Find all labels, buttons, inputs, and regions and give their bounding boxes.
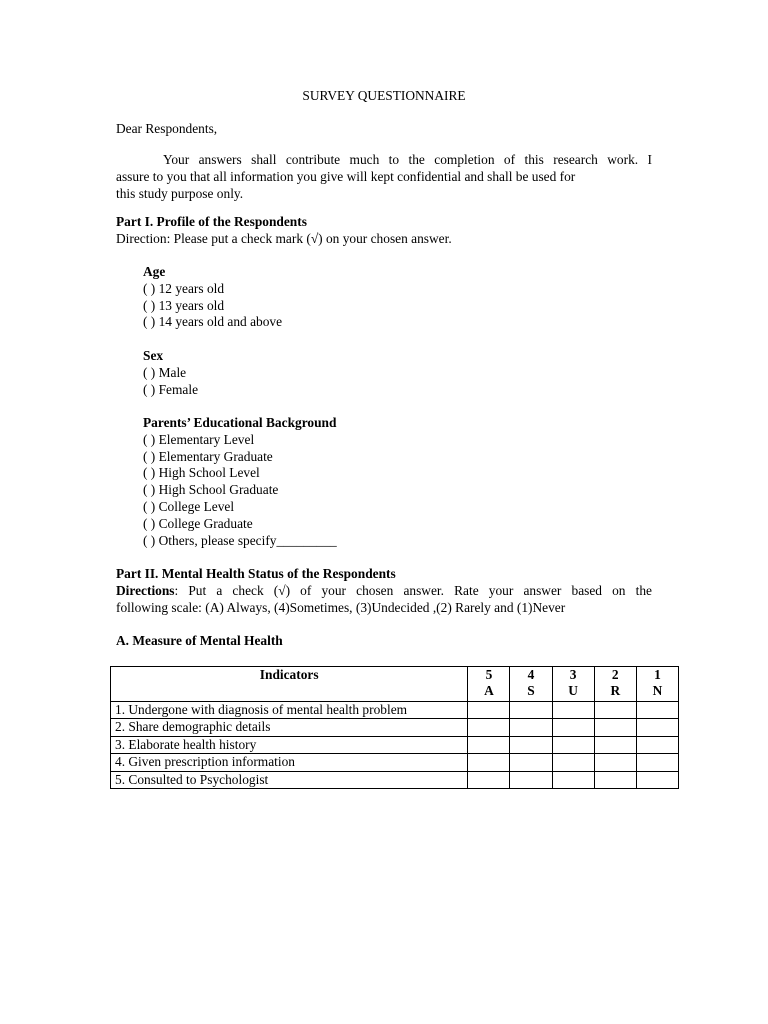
directions-text: : Put a check (√) of your chosen answer. Rate your answer based on the [174, 583, 652, 598]
salutation: Dear Respondents, [116, 121, 218, 136]
rating-cell[interactable] [468, 754, 510, 771]
indicator-cell: 5. Consulted to Psychologist [111, 771, 468, 788]
rating-cell[interactable] [468, 736, 510, 753]
part1-heading: Part I. Profile of the Respondents [116, 214, 307, 229]
age-group [143, 264, 282, 331]
parents-education-option[interactable]: ( ) High School Level [143, 465, 260, 481]
indicator-cell: 4. Given prescription information [111, 754, 468, 771]
sex-option[interactable]: ( ) Male [143, 364, 187, 380]
rating-cell[interactable] [510, 771, 552, 788]
rating-cell[interactable] [468, 719, 510, 736]
rating-cell[interactable] [510, 736, 552, 753]
part2-heading: Part II. Mental Health Status of the Respondents [116, 566, 396, 581]
sex-label: Sex [143, 348, 164, 363]
rating-cell[interactable] [510, 702, 552, 719]
rating-cell[interactable] [552, 702, 594, 719]
section-a-heading: A. Measure of Mental Health [116, 633, 283, 648]
rating-cell[interactable] [594, 754, 636, 771]
indicator-cell: 3. Elaborate health history [111, 736, 468, 753]
table-row [111, 719, 679, 736]
sex-group [143, 348, 198, 398]
page-title: SURVEY QUESTIONNAIRE [302, 88, 466, 103]
rating-cell[interactable] [468, 702, 510, 719]
parents-education-option[interactable]: ( ) College Level [143, 498, 235, 514]
intro-line-2: assure to you that all information you give will kept confidential and shall be used for [116, 168, 576, 184]
parents-education-option[interactable]: ( ) Others, please specify_________ [143, 532, 337, 548]
rating-cell[interactable] [510, 719, 552, 736]
indicators-header: Indicators [111, 667, 468, 702]
indicator-cell: 1. Undergone with diagnosis of mental health problem [111, 702, 468, 719]
rating-cell[interactable] [510, 754, 552, 771]
intro-line-3: this study purpose only. [116, 185, 244, 201]
table-row [111, 771, 679, 788]
rating-cell[interactable] [552, 771, 594, 788]
scale-header-3: 3 U [552, 667, 594, 702]
mental-health-table [110, 666, 679, 789]
scale-header-2: 2 R [594, 667, 636, 702]
rating-cell[interactable] [636, 736, 678, 753]
table-row [111, 736, 679, 753]
indicator-cell: 2. Share demographic details [111, 719, 468, 736]
rating-cell[interactable] [636, 702, 678, 719]
rating-cell[interactable] [552, 736, 594, 753]
table-row [111, 702, 679, 719]
part2-directions-line-2: following scale: (A) Always, (4)Sometimes, (3)Undecided ,(2) Rarely and (1)Never [116, 599, 566, 615]
part2-directions-line-1 [116, 583, 652, 600]
sex-option[interactable]: ( ) Female [143, 381, 199, 397]
rating-cell[interactable] [552, 754, 594, 771]
parents-education-option[interactable]: ( ) College Graduate [143, 515, 253, 531]
rating-cell[interactable] [594, 771, 636, 788]
rating-cell[interactable] [468, 771, 510, 788]
parents-education-option[interactable]: ( ) High School Graduate [143, 482, 279, 498]
table-header-row [111, 667, 679, 702]
parents-education-option[interactable]: ( ) Elementary Graduate [143, 448, 273, 464]
intro-line-1: Your answers shall contribute much to the completion of this research work. I [163, 152, 652, 167]
parents-education-label: Parents’ Educational Background [143, 415, 337, 430]
rating-cell[interactable] [636, 754, 678, 771]
rating-cell[interactable] [594, 719, 636, 736]
age-option[interactable]: ( ) 12 years old [143, 280, 225, 296]
intro-paragraph [116, 152, 652, 202]
rating-cell[interactable] [594, 702, 636, 719]
part2-directions [116, 583, 652, 617]
parents-education-group [143, 415, 337, 549]
parents-education-option[interactable]: ( ) Elementary Level [143, 431, 255, 447]
scale-header-5: 5 A [468, 667, 510, 702]
scale-header-4: 4 S [510, 667, 552, 702]
rating-cell[interactable] [636, 771, 678, 788]
age-option[interactable]: ( ) 14 years old and above [143, 314, 283, 330]
part1-direction: Direction: Please put a check mark (√) on your chosen answer. [116, 231, 452, 246]
directions-label: Directions [116, 583, 175, 598]
rating-cell[interactable] [552, 719, 594, 736]
scale-header-1: 1 N [636, 667, 678, 702]
age-option[interactable]: ( ) 13 years old [143, 297, 225, 313]
table-row [111, 754, 679, 771]
rating-cell[interactable] [594, 736, 636, 753]
rating-cell[interactable] [636, 719, 678, 736]
age-label: Age [143, 264, 166, 279]
